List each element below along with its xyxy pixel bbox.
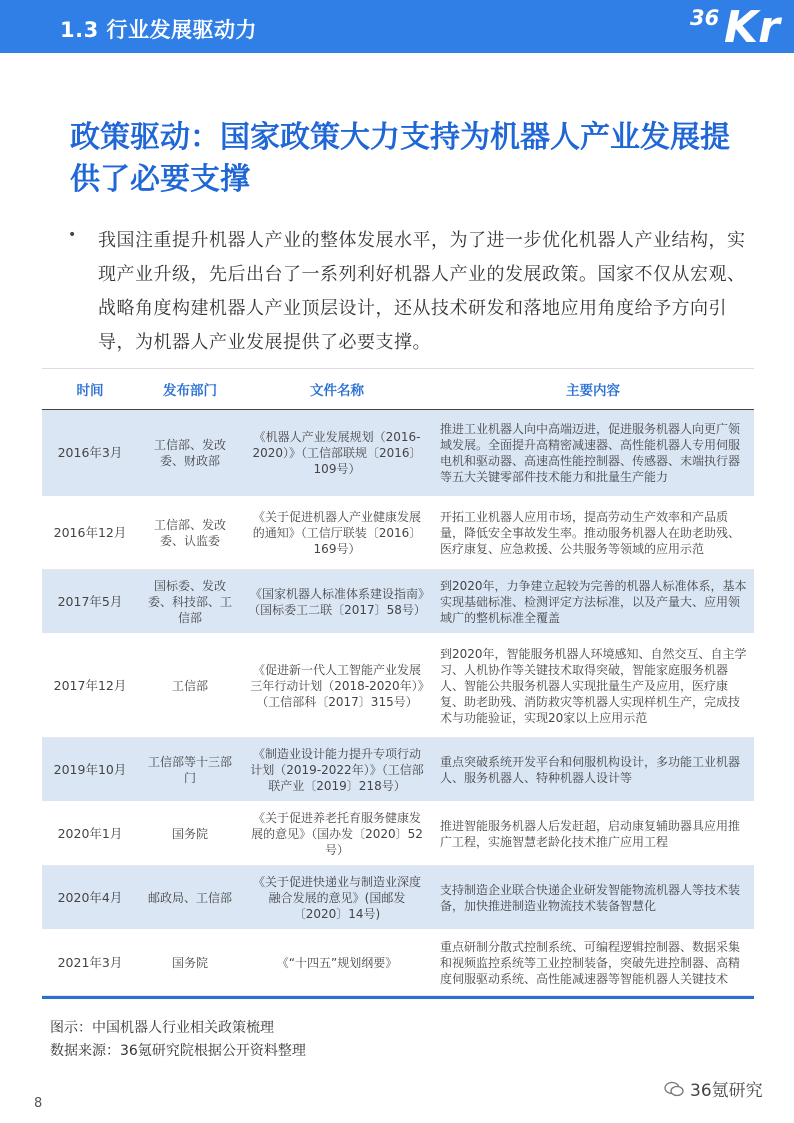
cell-content: 重点研制分散式控制系统、可编程逻辑控制器、数据采集和视频监控系统等工业控制装备，突破先进控制器、高精度伺服驱动系统、高性能减速器等智能机器人关键技术 xyxy=(432,930,754,996)
cell-doc: 《关于促进机器人产业健康发展的通知》（工信厅联装〔2016〕169号） xyxy=(242,497,432,570)
cell-doc: 《机器人产业发展规划（2016-2020）》（工信部联规〔2016〕109号） xyxy=(242,410,432,497)
cell-dept: 工信部 xyxy=(138,634,242,738)
logo-number: 36 xyxy=(690,6,720,30)
cell-time: 2020年4月 xyxy=(42,866,138,930)
table-row xyxy=(42,930,754,996)
page-headline: 政策驱动：国家政策大力支持为机器人产业发展提供了必要支撑 xyxy=(70,120,730,197)
cell-dept: 工信部、发改委、财政部 xyxy=(138,410,242,497)
cell-content: 重点突破系统开发平台和伺服机构设计，多功能工业机器人、服务机器人、特种机器人设计等 xyxy=(432,738,754,802)
cell-dept: 国标委、发改委、科技部、工信部 xyxy=(138,570,242,634)
header-dept: 发布部门 xyxy=(138,369,242,410)
cell-dept: 工信部等十三部门 xyxy=(138,738,242,802)
watermark-text: 36氪研究 xyxy=(690,1081,763,1101)
table-row xyxy=(42,802,754,866)
policy-table-wrapper xyxy=(42,368,754,999)
source-caption: 数据来源：36氪研究院根据公开资料整理 xyxy=(50,1043,306,1059)
cell-dept: 邮政局、工信部 xyxy=(138,866,242,930)
cell-dept: 国务院 xyxy=(138,930,242,996)
cell-time: 2019年10月 xyxy=(42,738,138,802)
intro-paragraph: 我国注重提升机器人产业的整体发展水平，为了进一步优化机器人产业结构，实现产业升级，先后出台了一系列利好机器人产业的发展政策。国家不仅从宏观、战略角度构建机器人产业顶层设计，还从技术研发和落地应用角度给予方向引导，为机器人产业发展提供了必要支撑。 xyxy=(98,230,746,353)
bullet-icon: • xyxy=(68,227,77,243)
cell-time: 2016年3月 xyxy=(42,410,138,497)
cell-doc: 《制造业设计能力提升专项行动计划（2019-2022年）》（工信部联产业〔2019〕218号） xyxy=(242,738,432,802)
table-row xyxy=(42,410,754,497)
cell-time: 2016年12月 xyxy=(42,497,138,570)
table-row xyxy=(42,738,754,802)
table-row xyxy=(42,866,754,930)
cell-content: 到2020年，力争建立起较为完善的机器人标准体系，基本实现基础标准、检测评定方法标准，以及产量大、应用领域广的整机标准全覆盖 xyxy=(432,570,754,634)
cell-time: 2021年3月 xyxy=(42,930,138,996)
cell-content: 到2020年，智能服务机器人环境感知、自然交互、自主学习、人机协作等关键技术取得突破，智能家庭服务机器人、智能公共服务机器人实现批量生产及应用，医疗康复、助老助残、消防救灾等机器人实现样机生产，完成技术与功能验证，实现20家以上应用示范 xyxy=(432,634,754,738)
cell-content: 推进工业机器人向中高端迈进，促进服务机器人向更广领域发展。全面提升高精密减速器、高性能机器人专用伺服电机和驱动器、高速高性能控制器、传感器、末端执行器等五大关键零部件技术能力和批量生产能力 xyxy=(432,410,754,497)
cell-dept: 国务院 xyxy=(138,802,242,866)
watermark xyxy=(664,1076,763,1101)
header-time: 时间 xyxy=(42,369,138,410)
36kr-logo xyxy=(684,0,794,53)
cell-time: 2020年1月 xyxy=(42,802,138,866)
cell-content: 支持制造企业联合快递企业研发智能物流机器人等技术装备，加快推进制造业物流技术装备智慧化 xyxy=(432,866,754,930)
table-header-row xyxy=(42,369,754,410)
cell-content: 开拓工业机器人应用市场，提高劳动生产效率和产品质量，降低安全事故发生率。推动服务机器人在助老助残、医疗康复、应急救援、公共服务等领域的应用示范 xyxy=(432,497,754,570)
header-content: 主要内容 xyxy=(432,369,754,410)
table-row xyxy=(42,497,754,570)
wechat-icon xyxy=(664,1081,684,1097)
cell-doc: 《关于促进快递业与制造业深度融合发展的意见》(国邮发〔2020〕14号) xyxy=(242,866,432,930)
cell-dept: 工信部、发改委、认监委 xyxy=(138,497,242,570)
cell-doc: 《国家机器人标准体系建设指南》（国标委工二联〔2017〕58号） xyxy=(242,570,432,634)
cell-time: 2017年5月 xyxy=(42,570,138,634)
caption-block xyxy=(50,1017,306,1063)
table-row xyxy=(42,570,754,634)
cell-doc: 《关于促进养老托育服务健康发展的意见》（国办发〔2020〕52号） xyxy=(242,802,432,866)
page-number: 8 xyxy=(34,1096,43,1111)
section-title: 1.3 行业发展驱动力 xyxy=(60,18,258,42)
cell-doc: 《促进新一代人工智能产业发展三年行动计划（2018-2020年）》（工信部科〔2017〕315号） xyxy=(242,634,432,738)
cell-doc: 《“十四五”规划纲要》 xyxy=(242,930,432,996)
figure-caption: 图示：中国机器人行业相关政策梳理 xyxy=(50,1020,274,1036)
header-bar xyxy=(0,0,794,53)
cell-content: 推进智能服务机器人后发赶超，启动康复辅助器具应用推广工程，实施智慧老龄化技术推广应用工程 xyxy=(432,802,754,866)
cell-time: 2017年12月 xyxy=(42,634,138,738)
policy-table xyxy=(42,368,754,996)
header-doc: 文件名称 xyxy=(242,369,432,410)
table-row xyxy=(42,634,754,738)
logo-letter: Kr xyxy=(724,2,780,53)
table-bottom-rule xyxy=(42,996,754,999)
